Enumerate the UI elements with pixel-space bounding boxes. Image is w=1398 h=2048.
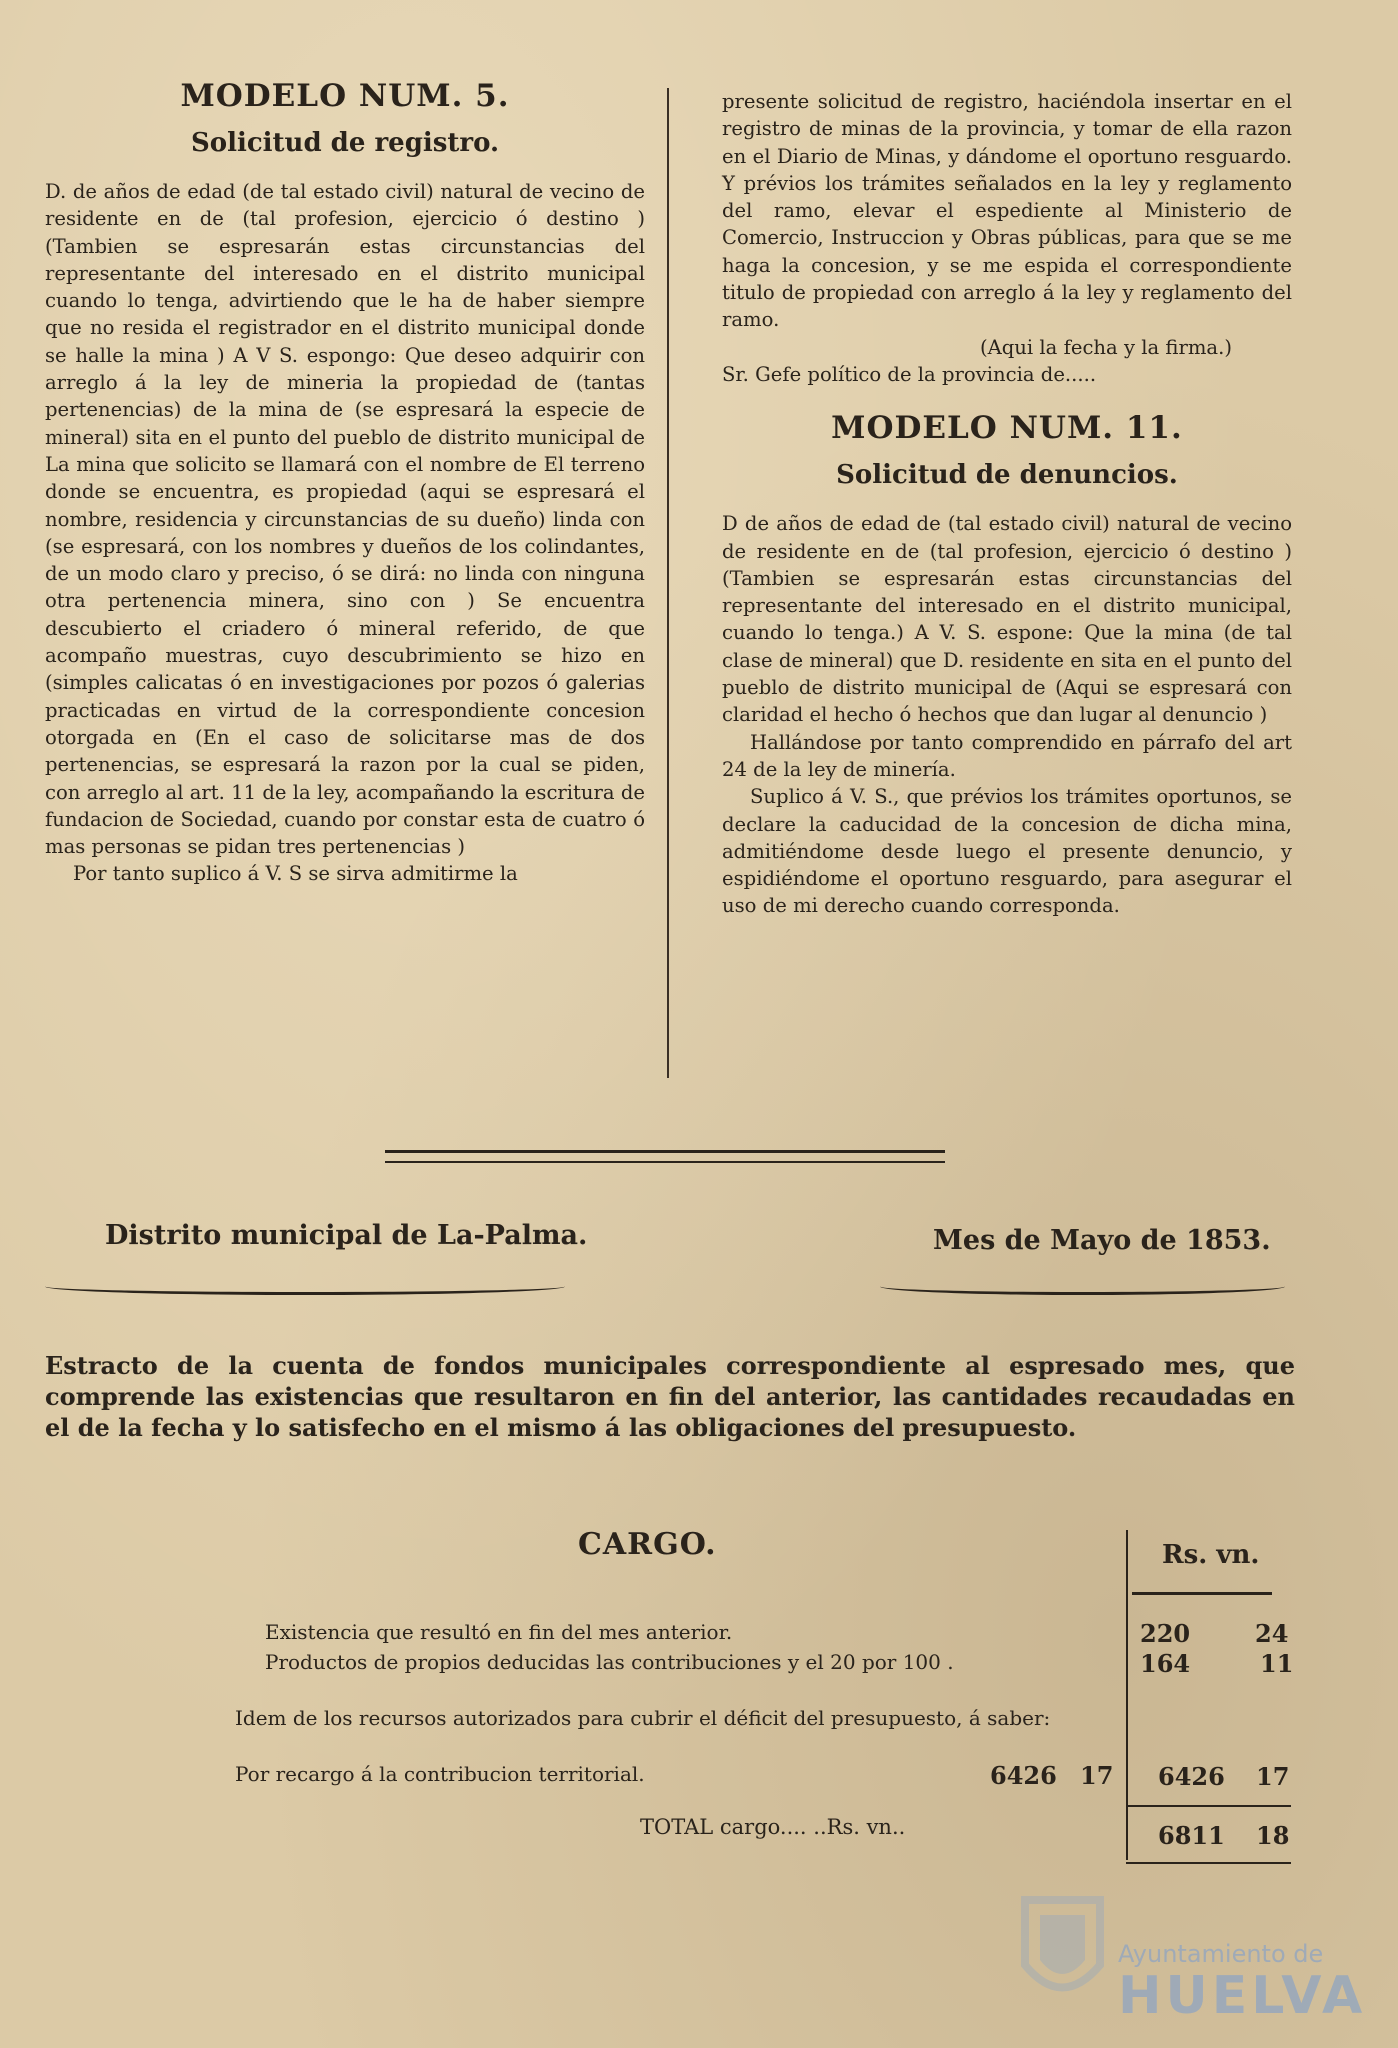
addressee: Sr. Gefe político de la provincia de..... bbox=[722, 362, 1097, 386]
left-body-closing: Por tanto suplico á V. S se sirva admitirme la bbox=[73, 862, 518, 886]
watermark-line2: HUELVA bbox=[1118, 1966, 1367, 2026]
district-swash bbox=[45, 1278, 565, 1295]
total-rule-top bbox=[1126, 1805, 1291, 1807]
cargo-title: CARGO. bbox=[578, 1527, 717, 1562]
left-body: D. de años de edad (de tal estado civil) natural de vecino de residente en de (tal profesion, ejercicio ó destino ) (Tambien se espresarán estas circunstancias del representante del interesado en el distrito municipal cuando lo tenga, advirtiendo que le ha de haber siempre que no resida el registrador en el distrito municipal donde se halle la mina ) A V S. espongo: Que deseo adquirir con arreglo á la ley de mineria la propiedad de (tantas pertenencias) de la mina de (se espresará la especie de mineral) sita en el punto del pueblo de distrito municipal de La mina que solicito se llamará con el nombre de El terreno donde se encuentra, es propiedad (aqui se espresará el nombre, residencia y circunstancias de su dueño) linda con (se espresará, con los nombres y dueños de los colindantes, de un modo claro y preciso, ó se dirá: no linda con ninguna otra pertenencia minera, sino con ) Se encuentra descubierto el criadero ó mineral referido, de que acompaño muestras, cuyo descubrimiento se hizo en (simples calicatas ó en investigaciones por pozos ó galerias practicadas en virtud de la correspondiente concesion otorgada en (En el caso de solicitarse mas de dos pertenencias, se espresará la razon por la cual se piden, con arreglo al art. 11 de la ley, acompañando la escritura de fundacion de Sociedad, cuando por constar esta de cuatro ó mas personas se pidan tres pertenencias ) bbox=[45, 180, 645, 859]
total-rule-bottom bbox=[1126, 1862, 1291, 1864]
currency-underline bbox=[1132, 1592, 1272, 1595]
right-body-denuncio: D de años de edad de (tal estado civil) natural de vecino de residente en de (tal profesion, ejercicio ó destino ) (Tambien se espresarán estas circunstancias del representante del interesado en el distrito municipal, cuando lo tenga.) A V. S. espone: Que la mina (de tal clase de mineral) que D. residente en sita en el punto del pueblo de distrito municipal de (Aqui se espresará con claridad el hecho ó hechos que dan lugar al denuncio ) bbox=[722, 512, 1292, 727]
line-total: TOTAL cargo.... ..Rs. vn.. bbox=[640, 1815, 906, 1839]
total-reales: 6811 bbox=[1158, 1821, 1225, 1850]
recargo-reales: 6426 bbox=[1158, 1762, 1225, 1791]
sign-note: (Aqui la fecha y la firma.) bbox=[979, 335, 1232, 359]
right-body-suplico: Suplico á V. S., que prévios los trámites oportunos, se declare la caducidad de la concesion de dicha mina, admitiéndome desde luego el presente denuncio, y espidiéndome el oportuno resguardo, para asegurar el uso de mi derecho cuando corresponda. bbox=[722, 785, 1292, 918]
existencia-centimos: 24 bbox=[1255, 1619, 1289, 1648]
right-subheading: Solicitud de denuncios. bbox=[836, 460, 1178, 491]
line-recargo: Por recargo á la contribucion territorial. bbox=[235, 1762, 645, 1786]
left-column bbox=[45, 78, 645, 888]
line-productos: Productos de propios deducidas las contribuciones y el 20 por 100 . bbox=[265, 1650, 954, 1674]
section-divider bbox=[385, 1150, 945, 1163]
right-heading: MODELO NUM. 11. bbox=[831, 410, 1183, 447]
recargo-sub-centimos: 17 bbox=[1080, 1761, 1114, 1790]
total-centimos: 18 bbox=[1256, 1821, 1290, 1850]
amount-column-rule bbox=[1126, 1530, 1128, 1860]
left-heading: MODELO NUM. 5. bbox=[180, 78, 510, 114]
line-idem: Idem de los recursos autorizados para cubrir el déficit del presupuesto, á saber: bbox=[235, 1706, 1051, 1730]
left-subheading: Solicitud de registro. bbox=[190, 128, 500, 158]
currency-header: Rs. vn. bbox=[1162, 1540, 1260, 1570]
existencia-reales: 220 bbox=[1140, 1619, 1191, 1648]
recargo-centimos: 17 bbox=[1256, 1762, 1290, 1791]
right-body: presente solicitud de registro, haciéndola insertar en el registro de minas de la provincia, y tomar de ella razon en el Diario de Minas, y dándome el oportuno resguardo. Y prévios los trámites señalados en la ley y reglamento del ramo, elevar el espediente al Ministerio de Comercio, Instruccion y Obras públicas, para que se me haga la concesion, y se me espida el correspondiente titulo de propiedad con arreglo á la ley y reglamento del ramo. bbox=[722, 90, 1292, 332]
watermark-line1: Ayuntamiento de bbox=[1118, 1940, 1324, 1968]
line-existencia: Existencia que resultó en fin del mes anterior. bbox=[265, 1620, 733, 1644]
district-title: Distrito municipal de La-Palma. bbox=[105, 1220, 588, 1251]
right-column bbox=[722, 88, 1292, 920]
month-title: Mes de Mayo de 1853. bbox=[933, 1225, 1271, 1256]
recargo-sub-reales: 6426 bbox=[990, 1761, 1057, 1790]
right-body-parrafo: Hallándose por tanto comprendido en párrafo del art 24 de la ley de minería. bbox=[722, 730, 1292, 781]
productos-reales: 164 bbox=[1140, 1649, 1191, 1678]
month-swash bbox=[880, 1278, 1285, 1295]
column-divider bbox=[667, 88, 669, 1078]
account-extract: Estracto de la cuenta de fondos municipales correspondiente al espresado mes, que comprende las existencias que resultaron en fin del anterior, las cantidades recaudadas en el de la fecha y lo satisfecho en el mismo á las obligaciones del presupuesto. bbox=[45, 1351, 1295, 1442]
productos-centimos: 11 bbox=[1260, 1649, 1294, 1678]
